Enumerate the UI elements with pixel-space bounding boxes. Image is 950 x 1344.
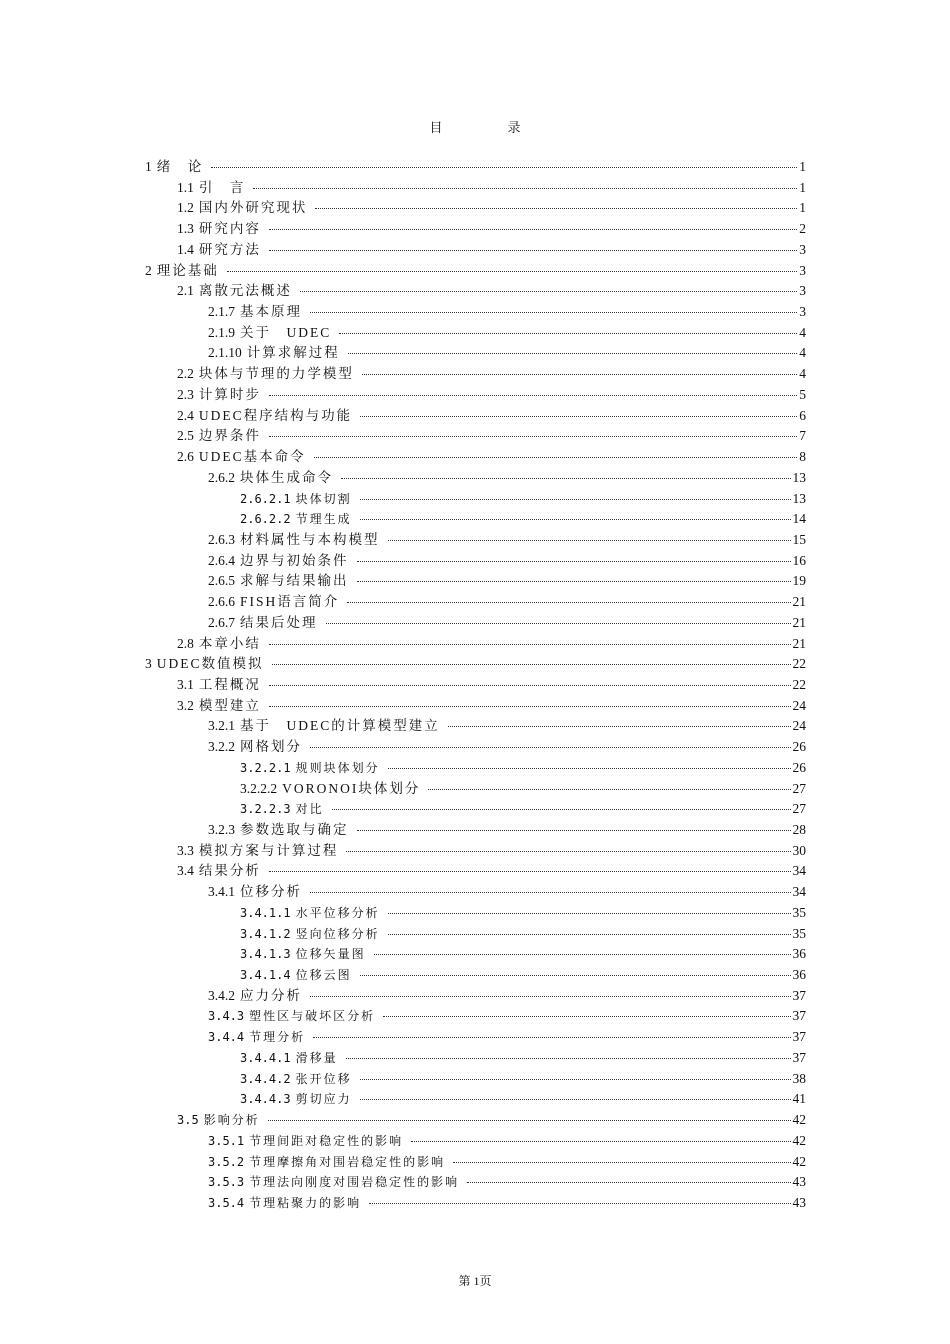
toc-dot-leader	[269, 871, 791, 872]
toc-entry-number: 3.4.1.2	[240, 926, 291, 941]
toc-dot-leader	[269, 685, 791, 686]
toc-entry[interactable]	[0, 716, 950, 737]
toc-entry[interactable]	[0, 924, 950, 945]
toc-entry-number: 3.4.1.4	[240, 968, 291, 983]
toc-dot-leader	[315, 208, 797, 209]
toc-entry-title: 计算时步	[198, 386, 261, 402]
toc-entry[interactable]	[0, 551, 950, 572]
toc-dot-leader	[341, 478, 791, 479]
table-of-contents	[0, 157, 950, 1214]
toc-entry-number: 1.2	[177, 200, 194, 216]
toc-page-number: 5	[799, 386, 806, 402]
toc-entry-title: 节理间距对稳定性的影响	[249, 1133, 404, 1148]
toc-page-number: 35	[792, 904, 806, 920]
toc-entry-number: 2.1.9	[208, 324, 235, 340]
toc-dot-leader	[310, 996, 791, 997]
toc-entry[interactable]	[0, 219, 950, 240]
toc-entry-title: 基于 UDEC的计算模型建立	[240, 718, 440, 734]
toc-entry[interactable]	[0, 281, 950, 302]
toc-entry[interactable]	[0, 364, 950, 385]
toc-entry-title: 剪切应力	[295, 1092, 352, 1107]
toc-entry-title: UDEC数值模拟	[156, 656, 264, 672]
toc-page-number: 43	[792, 1194, 806, 1210]
toc-entry-title: 关于 UDEC	[240, 324, 332, 340]
toc-dot-leader	[272, 664, 791, 665]
toc-entry[interactable]	[0, 530, 950, 551]
toc-entry-number: 3.4.4.3	[240, 1092, 291, 1107]
toc-entry[interactable]	[0, 592, 950, 613]
toc-entry-title: FISH语言简介	[240, 594, 340, 610]
toc-entry[interactable]	[0, 240, 950, 261]
toc-page-number: 4	[799, 324, 806, 340]
toc-entry[interactable]	[0, 509, 950, 530]
toc-page-number: 35	[792, 925, 806, 941]
toc-page-number: 28	[792, 822, 806, 837]
toc-entry-number: 3.5.4	[208, 1195, 245, 1210]
toc-dot-leader	[346, 1058, 791, 1059]
toc-entry-title: 位移云图	[295, 968, 352, 983]
toc-dot-leader	[388, 913, 791, 914]
toc-entry[interactable]	[0, 343, 950, 364]
toc-entry-title: 节理粘聚力的影响	[249, 1195, 362, 1210]
toc-dot-leader	[253, 188, 797, 189]
toc-dot-leader	[360, 416, 797, 417]
toc-entry-number: 2.6	[177, 449, 194, 465]
toc-page-number: 14	[792, 511, 806, 527]
toc-entry[interactable]	[0, 323, 950, 344]
toc-page-number: 36	[792, 967, 806, 983]
toc-entry-number: 2.6.2	[208, 469, 235, 485]
toc-page-number: 22	[792, 656, 806, 672]
toc-dot-leader	[369, 1203, 790, 1204]
toc-entry[interactable]	[0, 1027, 950, 1048]
toc-page-number: 8	[799, 449, 806, 465]
toc-page-number: 27	[792, 801, 806, 817]
toc-dot-leader	[388, 540, 791, 541]
toc-entry[interactable]	[0, 302, 950, 323]
toc-entry-title: 网格划分	[240, 739, 302, 755]
toc-entry-number: 2	[145, 262, 152, 278]
toc-entry-number: 3.3	[177, 842, 194, 858]
toc-dot-leader	[339, 333, 797, 334]
toc-entry-title: 材料属性与本构模型	[240, 531, 380, 547]
toc-entry[interactable]	[0, 1110, 950, 1131]
toc-dot-leader	[360, 1099, 791, 1100]
toc-dot-leader	[453, 1162, 790, 1163]
toc-entry-number: 3.4.1.3	[240, 947, 291, 962]
toc-entry-number: 1.1	[177, 179, 194, 195]
toc-entry-title: 边界条件	[198, 428, 261, 444]
toc-entry-number: 2.1.10	[208, 345, 242, 361]
toc-entry-title: 竖向位移分析	[295, 926, 380, 941]
toc-entry-title: 节理分析	[249, 1030, 306, 1045]
toc-dot-leader	[348, 353, 798, 354]
toc-entry-number: 2.1.7	[208, 304, 235, 320]
toc-dot-leader	[448, 726, 791, 727]
toc-entry[interactable]	[0, 820, 950, 841]
toc-page-number: 34	[792, 863, 806, 879]
toc-entry-title: 模型建立	[198, 697, 261, 713]
toc-page-number: 19	[792, 573, 806, 589]
toc-page-number: 36	[792, 946, 806, 962]
toc-entry-number: 2.6.7	[208, 614, 235, 630]
toc-entry-number: 2.1	[177, 283, 194, 299]
toc-entry[interactable]	[0, 157, 950, 178]
toc-entry[interactable]	[0, 944, 950, 965]
toc-dot-leader	[357, 561, 791, 562]
toc-page-number: 43	[792, 1174, 806, 1190]
toc-entry-title: UDEC基本命令	[198, 449, 306, 465]
toc-entry-title: 水平位移分析	[295, 905, 380, 920]
toc-entry-title: 模拟方案与计算过程	[198, 842, 339, 858]
toc-dot-leader	[411, 1141, 790, 1142]
toc-page-number: 27	[792, 780, 806, 796]
toc-entry[interactable]	[0, 1069, 950, 1090]
toc-page-number: 13	[792, 490, 806, 506]
toc-page-number: 1	[799, 179, 806, 195]
toc-page-number: 16	[792, 552, 806, 568]
toc-entry[interactable]	[0, 1048, 950, 1069]
toc-entry[interactable]	[0, 178, 950, 199]
toc-entry[interactable]	[0, 841, 950, 862]
toc-entry-title: 求解与结果输出	[240, 573, 349, 589]
toc-entry[interactable]	[0, 385, 950, 406]
toc-entry-title: 边界与初始条件	[240, 552, 349, 568]
toc-entry-number: 3.4.4.1	[240, 1050, 291, 1065]
toc-entry-title: 张开位移	[295, 1071, 352, 1086]
toc-dot-leader	[346, 851, 790, 852]
toc-dot-leader	[269, 229, 797, 230]
toc-entry-title: 引 言	[198, 179, 246, 195]
toc-entry-number: 3.2.2.2	[240, 780, 278, 796]
toc-page-number: 37	[792, 987, 806, 1003]
toc-dot-leader	[313, 1037, 790, 1038]
toc-page-number: 26	[792, 759, 806, 775]
page-footer: 第 1页	[458, 1274, 492, 1288]
toc-dot-leader	[310, 747, 791, 748]
toc-entry-number: 2.6.2.2	[240, 512, 291, 527]
toc-dot-leader	[428, 789, 790, 790]
toc-entry-title: 位移矢量图	[295, 947, 366, 962]
toc-entry-number: 3.4.4	[208, 1030, 245, 1045]
toc-entry-number: 3.4	[177, 863, 194, 879]
toc-page-number: 21	[792, 614, 806, 630]
toc-entry-number: 3.4.1	[208, 884, 235, 900]
toc-dot-leader	[300, 291, 797, 292]
toc-dot-leader	[360, 1079, 791, 1080]
toc-entry-title: 塑性区与破坏区分析	[249, 1009, 376, 1024]
toc-entry-number: 3.2.2.3	[240, 802, 291, 817]
toc-entry[interactable]	[0, 758, 950, 779]
toc-dot-leader	[326, 623, 791, 624]
toc-entry-number: 1	[145, 159, 152, 174]
toc-page-number: 13	[792, 469, 806, 485]
toc-entry-number: 3.5.1	[208, 1133, 245, 1148]
toc-page-number: 3	[799, 283, 806, 299]
toc-entry-title: 结果后处理	[240, 614, 318, 630]
toc-dot-leader	[388, 934, 791, 935]
toc-entry-number: 2.3	[177, 386, 194, 402]
toc-entry-title: 规则块体划分	[295, 760, 380, 775]
toc-entry-number: 3.2.3	[208, 822, 235, 837]
toc-entry[interactable]	[0, 779, 950, 800]
toc-entry-title: 滑移量	[295, 1050, 338, 1065]
toc-entry[interactable]	[0, 406, 950, 427]
toc-dot-leader	[269, 706, 791, 707]
toc-entry-title: 研究方法	[198, 241, 261, 257]
toc-entry[interactable]	[0, 426, 950, 447]
toc-page-number: 38	[792, 1070, 806, 1086]
toc-entry-title: 应力分析	[240, 987, 302, 1003]
toc-entry[interactable]	[0, 1131, 950, 1152]
toc-entry-number: 2.6.2.1	[240, 491, 291, 506]
toc-entry-number: 3.4.2	[208, 987, 235, 1003]
toc-entry-number: 3.5.2	[208, 1154, 245, 1169]
toc-page-number: 34	[792, 884, 806, 900]
toc-entry-title: 工程概况	[198, 676, 261, 692]
toc-entry-number: 3.4.1.1	[240, 905, 291, 920]
toc-entry-number: 2.6.4	[208, 552, 235, 568]
toc-entry[interactable]	[0, 696, 950, 717]
toc-dot-leader	[269, 250, 797, 251]
toc-page-number: 1	[799, 200, 806, 216]
toc-entry[interactable]	[0, 675, 950, 696]
toc-entry-number: 2.4	[177, 407, 194, 423]
toc-entry-title: 对比	[295, 802, 324, 817]
toc-page-number: 24	[792, 718, 806, 734]
toc-entry-title: VORONOI块体划分	[282, 780, 421, 796]
toc-page-number: 37	[792, 1029, 806, 1045]
toc-entry[interactable]	[0, 489, 950, 510]
toc-entry-number: 3.5	[177, 1113, 199, 1128]
toc-entry-title: 块体与节理的力学模型	[198, 366, 354, 382]
toc-page-number: 30	[792, 842, 806, 858]
toc-entry[interactable]	[0, 903, 950, 924]
toc-entry-number: 3.2	[177, 697, 194, 713]
toc-entry-title: 参数选取与确定	[240, 822, 349, 837]
toc-dot-leader	[269, 436, 797, 437]
toc-entry[interactable]	[0, 1193, 950, 1214]
toc-entry-number: 3	[145, 656, 152, 672]
toc-entry-title: 国内外研究现状	[198, 200, 308, 216]
toc-page-number: 21	[792, 594, 806, 610]
toc-entry-title: 块体生成命令	[240, 469, 333, 485]
toc-entry-title: 本章小结	[198, 635, 261, 651]
toc-page-number: 24	[792, 697, 806, 713]
toc-page-number: 4	[799, 366, 806, 382]
toc-page-number: 37	[792, 1008, 806, 1024]
toc-dot-leader	[388, 768, 791, 769]
toc-entry[interactable]	[0, 965, 950, 986]
toc-entry-title: 节理法向刚度对围岩稳定性的影响	[249, 1175, 460, 1190]
toc-page-number: 2	[799, 221, 806, 237]
toc-entry-number: 2.6.5	[208, 573, 235, 589]
toc-dot-leader	[227, 271, 798, 272]
toc-dot-leader	[211, 167, 797, 168]
toc-entry-title: 计算求解过程	[246, 345, 340, 361]
toc-page-number: 42	[792, 1153, 806, 1169]
toc-dot-leader	[332, 809, 791, 810]
toc-entry-number: 3.2.2.1	[240, 760, 291, 775]
toc-dot-leader	[268, 1120, 791, 1121]
toc-entry[interactable]	[0, 468, 950, 489]
toc-entry-title: 节理摩擦角对围岩稳定性的影响	[249, 1154, 446, 1169]
toc-entry[interactable]	[0, 261, 950, 282]
toc-entry-number: 2.6.3	[208, 531, 235, 547]
toc-entry-title: 结果分析	[198, 863, 261, 879]
toc-page-number: 15	[792, 531, 806, 547]
toc-entry[interactable]	[0, 654, 950, 675]
toc-entry-title: 绪 论	[156, 159, 204, 174]
toc-page-number: 26	[792, 739, 806, 755]
toc-entry[interactable]	[0, 447, 950, 468]
toc-entry[interactable]	[0, 986, 950, 1007]
toc-entry-title: 影响分析	[203, 1113, 260, 1128]
toc-page-number: 42	[792, 1112, 806, 1128]
toc-dot-leader	[357, 581, 791, 582]
toc-page-number: 1	[799, 159, 806, 174]
toc-page-number: 6	[799, 407, 806, 423]
toc-entry[interactable]	[0, 737, 950, 758]
toc-entry[interactable]	[0, 1172, 950, 1193]
toc-page-number: 3	[799, 241, 806, 257]
toc-entry-number: 2.8	[177, 635, 194, 651]
toc-dot-leader	[383, 1016, 790, 1017]
toc-entry-title: 块体切割	[295, 491, 352, 506]
toc-entry-number: 2.2	[177, 366, 194, 382]
toc-page-number: 4	[799, 345, 806, 361]
toc-entry[interactable]	[0, 634, 950, 655]
toc-entry-number: 3.4.3	[208, 1009, 245, 1024]
toc-entry-number: 1.4	[177, 241, 194, 257]
toc-dot-leader	[269, 644, 791, 645]
page-title: 目 录	[429, 120, 547, 135]
toc-entry-title: 节理生成	[295, 512, 352, 527]
toc-dot-leader	[360, 499, 791, 500]
toc-entry-title: UDEC程序结构与功能	[198, 407, 353, 423]
toc-entry[interactable]	[0, 1089, 950, 1110]
toc-dot-leader	[347, 602, 790, 603]
toc-entry[interactable]	[0, 882, 950, 903]
toc-dot-leader	[357, 830, 791, 831]
toc-entry[interactable]	[0, 1006, 950, 1027]
toc-page-number: 42	[792, 1132, 806, 1148]
toc-page-number: 41	[792, 1091, 806, 1107]
toc-entry-number: 3.2.2	[208, 739, 235, 755]
toc-page-number: 3	[799, 304, 806, 320]
toc-page-number: 21	[792, 635, 806, 651]
toc-dot-leader	[310, 312, 797, 313]
toc-entry-title: 基本原理	[240, 304, 302, 320]
toc-entry[interactable]	[0, 571, 950, 592]
toc-entry-number: 1.3	[177, 221, 194, 237]
toc-entry-title: 研究内容	[198, 221, 261, 237]
toc-dot-leader	[269, 395, 797, 396]
toc-entry-number: 2.6.6	[208, 594, 235, 610]
toc-dot-leader	[374, 954, 791, 955]
toc-entry-title: 离散元法概述	[198, 283, 292, 299]
toc-entry-number: 3.5.3	[208, 1175, 245, 1190]
toc-dot-leader	[314, 457, 798, 458]
toc-page-number: 7	[799, 428, 806, 444]
toc-entry[interactable]	[0, 198, 950, 219]
toc-dot-leader	[467, 1182, 790, 1183]
toc-entry-number: 2.5	[177, 428, 194, 444]
toc-entry-title: 位移分析	[240, 884, 302, 900]
toc-entry[interactable]	[0, 613, 950, 634]
toc-entry-number: 3.4.4.2	[240, 1071, 291, 1086]
toc-page-number: 22	[792, 676, 806, 692]
toc-dot-leader	[360, 519, 791, 520]
toc-dot-leader	[362, 374, 797, 375]
toc-page-number: 3	[799, 262, 806, 278]
toc-page-number: 37	[792, 1049, 806, 1065]
toc-entry-title: 理论基础	[156, 262, 219, 278]
toc-entry[interactable]	[0, 861, 950, 882]
toc-entry-number: 3.2.1	[208, 718, 235, 734]
toc-entry[interactable]	[0, 1152, 950, 1173]
toc-dot-leader	[310, 892, 791, 893]
toc-entry[interactable]	[0, 799, 950, 820]
toc-dot-leader	[360, 975, 791, 976]
toc-entry-number: 3.1	[177, 676, 194, 692]
